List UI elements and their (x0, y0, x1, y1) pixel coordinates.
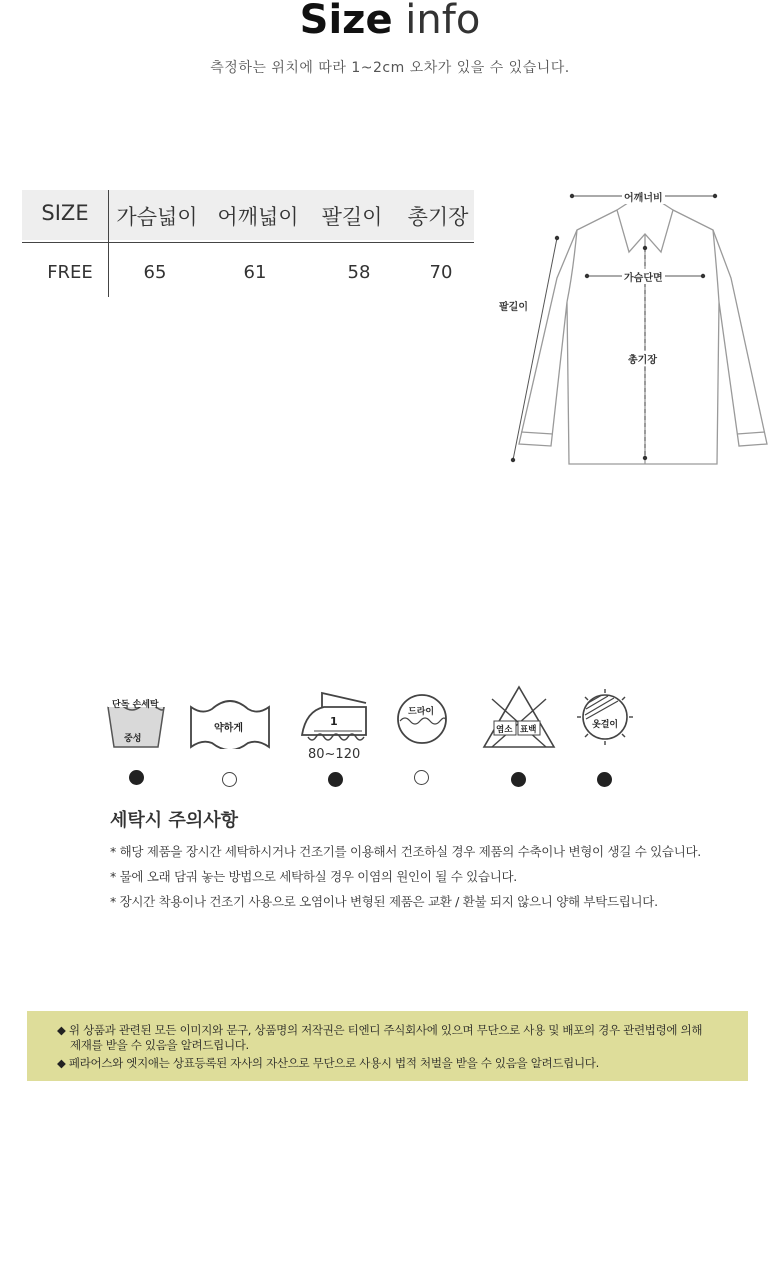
care-indicator-hang-dry (597, 772, 612, 787)
value-sleeve: 58 (347, 262, 371, 283)
no-bleach-icon (482, 685, 556, 749)
shirt-outline-icon (495, 182, 775, 482)
value-length: 70 (429, 262, 453, 283)
care-indicator-gentle-wash (222, 772, 237, 787)
title-bold: Size (299, 0, 393, 43)
chest-label: 가슴단면 (622, 269, 665, 284)
hand-wash-top-label: 단독 손세탁 (112, 700, 159, 710)
page-title (0, 0, 780, 44)
sleeve-measure-line (513, 238, 557, 460)
care-note-1: * 해당 제품을 장시간 세탁하시거나 건조기를 이용해서 건조하실 경우 제품의 수축이나 변형이 생길 수 있습니다. (110, 844, 701, 859)
value-shoulder: 61 (243, 262, 267, 283)
header-chest: 가슴넓이 (116, 205, 198, 229)
hang-dry-label: 옷걸이 (592, 720, 619, 730)
dry-clean-label: 드라이 (408, 707, 435, 717)
care-indicator-dry-clean (414, 770, 429, 785)
header-size: SIZE (41, 201, 89, 225)
care-hand-wash (104, 685, 168, 753)
notice-line-1: ◆ 위 상품과 관련된 모든 이미지와 문구, 상품명의 저작권은 티엔디 주식회사에 있으며 무단으로 사용 및 배포의 경우 관련법령에 의해 (57, 1023, 703, 1037)
care-indicator-hand-wash (129, 770, 144, 785)
title-light: info (392, 0, 481, 43)
gentle-wash-icon (188, 685, 272, 749)
copyright-notice (27, 1011, 748, 1081)
care-dry-clean (396, 685, 450, 751)
no-bleach-right-label: 표백 (520, 725, 537, 735)
care-iron (298, 685, 370, 762)
notice-line-1b: 제재를 받을 수 있음을 알려드립니다. (70, 1038, 249, 1052)
sleeve-label: 팔길이 (497, 298, 530, 313)
length-label: 총기장 (626, 351, 659, 366)
iron-level-label: 1 (330, 715, 338, 728)
hand-wash-bottom-label: 중성 (124, 734, 142, 744)
care-indicator-iron (328, 772, 343, 787)
no-bleach-left-label: 염소 (496, 725, 513, 735)
table-divider (22, 242, 474, 243)
header-length: 총기장 (407, 205, 469, 229)
gentle-wash-label: 약하게 (214, 723, 243, 734)
care-indicator-no-bleach (511, 772, 526, 787)
care-notes-heading: 세탁시 주의사항 (110, 810, 238, 831)
shoulder-label: 어깨너비 (622, 189, 665, 204)
iron-temp-label: 80~120 (308, 747, 361, 762)
care-note-3: * 장시간 착용이나 건조기 사용으로 오염이나 변형된 제품은 교환 / 환불 되지 않으니 양해 부탁드립니다. (110, 894, 658, 909)
notice-line-2: ◆ 페라어스와 엣지애는 상표등록된 자사의 자산으로 무단으로 사용시 법적 처벌을 받을 수 있음을 알려드립니다. (57, 1056, 599, 1070)
header-shoulder: 어깨넓이 (217, 205, 299, 229)
shirt-diagram (495, 182, 775, 482)
page-subtitle: 측정하는 위치에 따라 1~2cm 오차가 있을 수 있습니다. (210, 60, 570, 76)
care-note-2: * 물에 오래 담궈 놓는 방법으로 세탁하실 경우 이염의 원인이 될 수 있습니다. (110, 869, 517, 884)
care-hang-dry (570, 685, 640, 753)
header-sleeve: 팔길이 (321, 205, 383, 229)
value-chest: 65 (143, 262, 167, 283)
row-size: FREE (47, 262, 93, 283)
care-no-bleach (482, 685, 556, 753)
care-gentle-wash (188, 685, 272, 753)
